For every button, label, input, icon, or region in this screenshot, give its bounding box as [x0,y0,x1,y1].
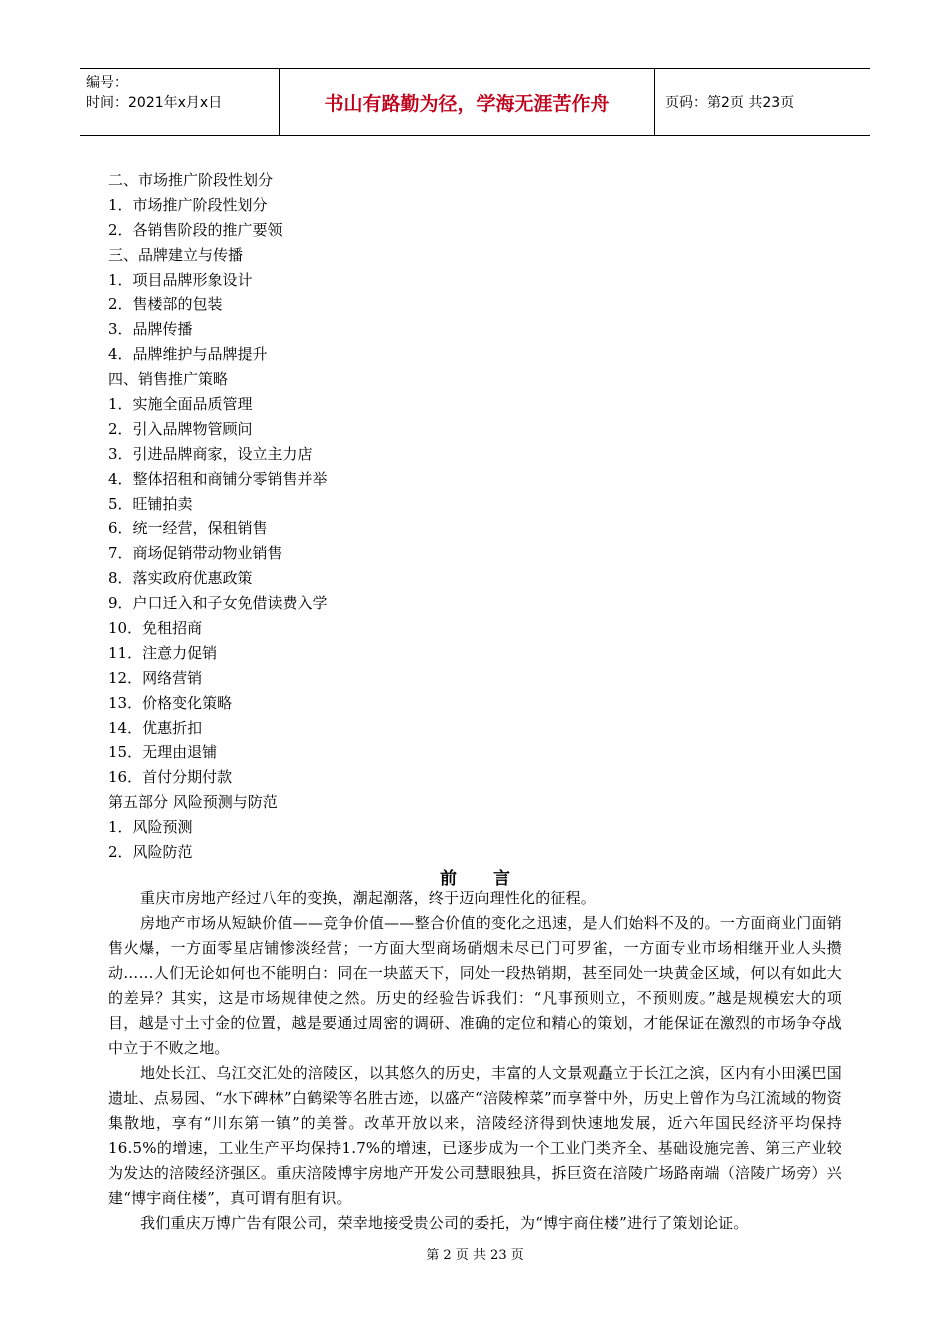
toc-item: 9．户口迁入和子女免借读费入学 [108,594,328,613]
preface-paragraph: 我们重庆万博广告有限公司，荣幸地接受贵公司的委托，为“博宇商住楼”进行了策划论证。 [140,1214,749,1232]
toc-item: 8．落实政府优惠政策 [108,569,253,588]
toc-item: 二、市场推广阶段性划分 [108,171,274,189]
toc-item: 15．无理由退铺 [108,743,218,762]
header-number-label: 编号： [86,75,128,91]
header-time-label: 时间：2021年x月x日 [86,95,223,111]
preface-paragraph: 重庆市房地产经过八年的变换，潮起潮落，终于迈向理性化的征程。 [140,889,597,907]
toc-item: 第五部分 风险预测与防范 [108,793,278,812]
preface-paragraph: 房地产市场从短缺价值——竞争价值——整合价值的变化之迅速，是人们始料不及的。一方面商业门面销售火爆，一方面零星店铺惨淡经营；一方面大型商场硝烟未尽已门可罗雀，一方面专业市场相继开业人头攒动……人们无论如何也不能明白：同在一块蓝天下，同处一段热销期，甚至同处一块黄金区域，何以有如此大的差异？其实，这是市场规律使之然。历史的经验告诉我们：“凡事预则立，不预则废。”越是规模宏大的项目，越是寸土寸金的位置，越是要通过周密的调研、准确的定位和精心的策划，才能保证在激烈的市场争夺战中立于不败之地。 [108,914,842,1057]
table-of-contents [108,168,848,865]
toc-item: 16．首付分期付款 [108,768,233,787]
toc-item: 5．旺铺拍卖 [108,494,193,513]
toc-item: 3．引进品牌商家，设立主力店 [108,444,313,463]
toc-item: 4．品牌维护与品牌提升 [108,345,268,364]
toc-item: 12．网络营销 [108,668,203,687]
toc-item: 2．售楼部的包装 [108,295,223,314]
toc-item: 1．项目品牌形象设计 [108,270,253,289]
page-footer: 第 2 页 共 23 页 [426,1248,524,1263]
toc-item: 三、品牌建立与传播 [108,245,244,264]
toc-item: 13．价格变化策略 [108,693,233,712]
toc-item: 10．免租招商 [108,619,203,638]
header-page-label: 页码：第2页 共23页 [665,95,795,111]
header-motto: 书山有路勤为径，学海无涯苦作舟 [280,69,655,135]
header-meta [80,69,280,135]
toc-item: 3．品牌传播 [108,320,193,339]
toc-item: 1．实施全面品质管理 [108,395,253,414]
toc-item: 四、销售推广策略 [108,370,229,389]
page-header [80,68,870,136]
toc-item: 1．风险预测 [108,818,193,837]
preface-body [108,886,842,1236]
toc-item: 11．注意力促销 [108,643,218,662]
preface-title: 前言 [440,869,546,889]
toc-item: 2．各销售阶段的推广要领 [108,220,283,239]
toc-item: 4．整体招租和商铺分零销售并举 [108,469,328,488]
preface-paragraph: 地处长江、乌江交汇处的涪陵区，以其悠久的历史，丰富的人文景观矗立于长江之滨，区内有小田溪巴国遗址、点易园、“水下碑林”白鹤梁等名胜古迹，以盛产“涪陵榨菜”而享誉中外，历史上曾作为乌江流域的物资集散地，享有“川东第一镇”的美誉。改革开放以来，涪陵经济得到快速地发展，近六年国民经济平均保持16.5%的增速，工业生产平均保持1.7%的增速，已逐步成为一个工业门类齐全、基础设施完善、第三产业较为发达的涪陵经济强区。重庆涪陵博宇房地产开发公司慧眼独具，拆巨资在涪陵广场路南端（涪陵广场旁）兴建“博宇商住楼”，真可谓有胆有识。 [108,1064,842,1207]
toc-item: 2．风险防范 [108,843,193,862]
toc-item: 6．统一经营，保租销售 [108,519,268,538]
toc-item: 2．引入品牌物管顾问 [108,419,253,438]
toc-item: 14．优惠折扣 [108,718,203,737]
toc-item: 7．商场促销带动物业销售 [108,544,283,563]
toc-item: 1．市场推广阶段性划分 [108,195,268,214]
